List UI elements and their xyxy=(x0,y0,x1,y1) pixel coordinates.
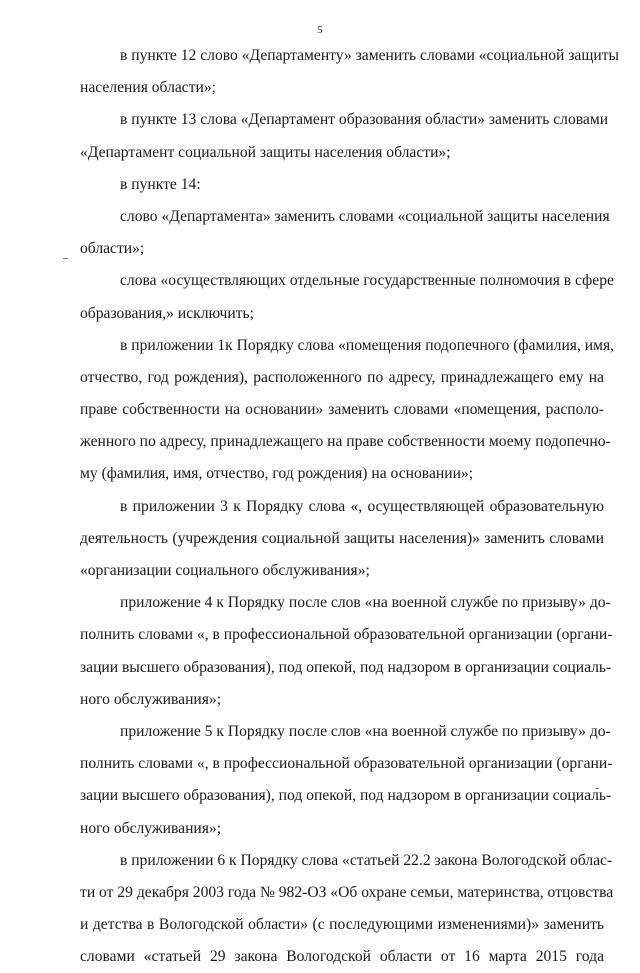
text-line: отчество, год рождения), расположенного по адресу, принадлежащего ему на xyxy=(80,368,604,386)
text-line: слово «Департамента» заменить словами «социальной защиты населения xyxy=(120,207,610,225)
text-line: словами «статьей 29 закона Вологодской области от 16 марта 2015 года xyxy=(80,948,604,966)
page-number: 5 xyxy=(317,24,323,36)
text-line: зации высшего образования), под опекой, под надзором в организации социаль- xyxy=(80,658,612,676)
text-line: му (фамилия, имя, отчество, год рождения) на основании»; xyxy=(80,465,474,483)
text-line: в пункте 13 слова «Департамент образования области» заменить словами xyxy=(120,111,609,129)
text-line: ного обслуживания»; xyxy=(80,690,222,708)
text-line: «Департамент социальной защиты населения области»; xyxy=(80,143,451,161)
text-line: полнить словами «, в профессиональной образовательной организации (органи- xyxy=(80,755,613,773)
text-line: в пункте 14: xyxy=(120,175,201,193)
text-line: полнить словами «, в профессиональной образовательной организации (органи- xyxy=(80,626,613,644)
text-line: и детства в Вологодской области» (с последующими изменениями)» заменить xyxy=(80,916,604,934)
text-line: ти от 29 декабря 2003 года № 982-ОЗ «Об охране семьи, материнства, отцовства xyxy=(80,883,614,901)
text-line: образования,» исключить; xyxy=(80,304,254,322)
text-line: деятельность (учреждения социальной защиты населения)» заменить словами xyxy=(80,529,604,547)
text-line: «организации социального обслуживания»; xyxy=(80,562,370,579)
text-line: в пункте 12 слово «Департаменту» заменить словами «социальной защиты xyxy=(120,47,619,64)
text-line: праве собственности на основании» заменить словами «помещения, располо- xyxy=(80,401,604,419)
document-body xyxy=(80,40,619,973)
margin-mark xyxy=(63,258,68,259)
text-line: в приложении 6 к Порядку слова «статьей 22.2 закона Вологодской облас- xyxy=(120,851,613,869)
text-line: в приложении 3 к Порядку слова «, осуществляющей образовательную xyxy=(120,497,604,515)
text-line: приложение 4 к Порядку после слов «на военной службе по призыву» до- xyxy=(120,594,611,612)
text-line: слова «осуществляющих отдельные государственные полномочия в сфере xyxy=(120,272,614,290)
text-line: ного обслуживания»; xyxy=(80,819,222,837)
text-line: в приложении 1к Порядку слова «помещения подопечного (фамилия, имя, xyxy=(120,336,615,354)
text-line: населения области»; xyxy=(80,79,217,97)
text-line: женного по адресу, принадлежащего на праве собственности моему подопечно- xyxy=(80,433,611,451)
text-line: области»; xyxy=(80,240,145,258)
text-line: зации высшего образования), под опекой, под надзором в организации социаль- xyxy=(80,787,612,805)
text-line: приложение 5 к Порядку после слов «на военной службе по призыву» до- xyxy=(120,722,611,740)
